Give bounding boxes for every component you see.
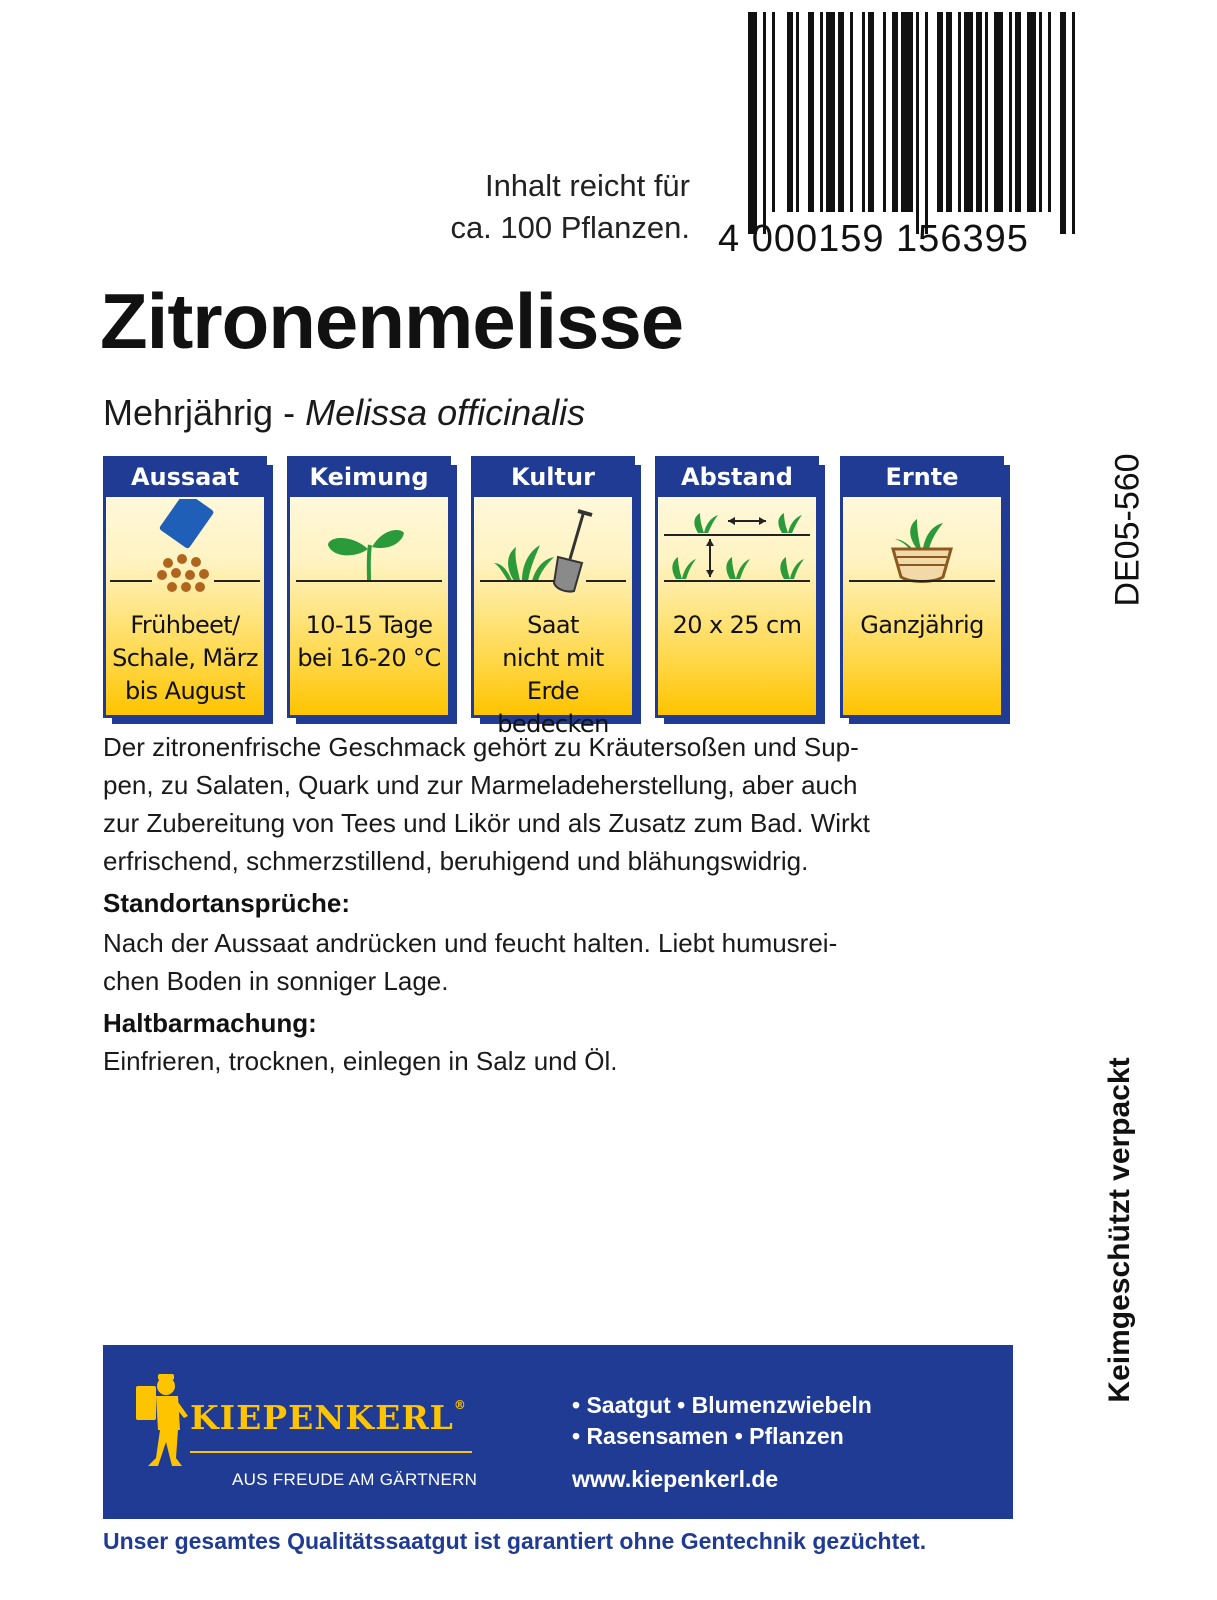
card-line: nicht mit Erde — [502, 644, 604, 705]
services-line: • Saatgut • Blumenzwiebeln — [572, 1392, 872, 1418]
location-line: Nach der Aussaat andrücken und feucht halten. Liebt humusrei- — [103, 928, 838, 958]
brand-slogan: AUS FREUDE AM GÄRTNERN — [232, 1470, 478, 1489]
gmo-free-note: Unser gesamtes Qualitätssaatgut ist garantiert ohne Gentechnik gezüchtet. — [103, 1528, 927, 1554]
barcode-bar — [946, 12, 952, 212]
location-heading: Standortansprüche: — [103, 888, 351, 918]
website-link[interactable]: www.kiepenkerl.de — [572, 1466, 779, 1492]
card-harvest — [840, 456, 1004, 718]
content-note-line1: Inhalt reicht für — [484, 168, 690, 203]
card-text — [108, 609, 262, 708]
barcode-digits: 4 000159 156395 — [718, 218, 1029, 260]
barcode-bar — [985, 12, 988, 212]
card-germination — [287, 456, 451, 718]
card-line: Frühbeet/ — [130, 611, 240, 639]
barcode-bar — [1039, 12, 1042, 212]
registered-mark: ® — [453, 1398, 467, 1412]
barcode-bar — [916, 12, 919, 234]
barcode-bar — [787, 12, 793, 212]
preservation-heading: Haltbarmachung: — [103, 1008, 317, 1038]
barcode-bar — [862, 12, 865, 212]
packaging-note-text: Keimgeschützt verpackt — [1103, 1057, 1136, 1403]
subtitle-lifespan: Mehrjährig - — [103, 392, 296, 433]
card-line: bis August — [124, 677, 246, 705]
barcode-bar — [937, 12, 943, 212]
barcode-bar — [772, 12, 775, 212]
description-line: pen, zu Salaten, Quark und zur Marmeladeherstellung, aber auch — [103, 770, 858, 800]
barcode — [748, 12, 1126, 234]
brand-divider — [190, 1451, 472, 1453]
subtitle-latin-name: Melissa officinalis — [305, 392, 586, 433]
barcode-bar — [838, 12, 844, 212]
barcode-bar — [748, 12, 757, 234]
barcode-bar — [850, 12, 853, 212]
seed-packet-icon — [106, 499, 264, 599]
product-subtitle — [103, 392, 585, 434]
location-text — [103, 924, 1013, 1000]
barcode-bar — [808, 12, 814, 212]
card-spacing — [655, 456, 819, 718]
barcode-bar — [1048, 12, 1051, 212]
description-line: zur Zubereitung von Tees und Likör und als Zusatz zum Bad. Wirkt — [103, 808, 870, 838]
card-line: Saat — [527, 611, 579, 639]
barcode-bar — [1015, 12, 1021, 212]
product-code — [1108, 450, 1148, 610]
barcode-bar — [976, 12, 982, 212]
card-line: Schale, März — [112, 644, 258, 672]
barcode-bar — [901, 12, 913, 212]
packaging-note — [1100, 1040, 1140, 1420]
barcode-bar — [1027, 12, 1036, 212]
description-line: Der zitronenfrische Geschmack gehört zu Kräutersoßen und Sup- — [103, 732, 859, 762]
content-note — [390, 165, 690, 249]
card-heading: Keimung — [290, 459, 448, 497]
card-heading: Kultur — [474, 459, 632, 497]
barcode-bar — [883, 12, 886, 212]
spade-plants-icon — [474, 499, 632, 599]
description — [103, 728, 1013, 880]
barcode-bar — [925, 12, 928, 234]
brand-name — [190, 1398, 467, 1437]
spacing-icon — [658, 499, 816, 599]
card-text — [476, 609, 630, 741]
services-line: • Rasensamen • Pflanzen — [572, 1423, 844, 1449]
brand-services — [572, 1390, 872, 1452]
barcode-bar — [892, 12, 898, 212]
content-note-line2: ca. 100 Pflanzen. — [450, 210, 690, 245]
barcode-bar — [820, 12, 823, 212]
card-line: 10-15 Tage — [305, 611, 433, 639]
barcode-bar — [796, 12, 799, 212]
barcode-bar — [1072, 12, 1075, 234]
card-text — [660, 609, 814, 642]
barcode-bar — [868, 12, 874, 212]
card-line: bedecken — [497, 710, 609, 738]
card-line: Ganzjährig — [860, 611, 984, 639]
card-heading: Ernte — [843, 459, 1001, 497]
kiepenkerl-mascot-logo — [128, 1372, 190, 1472]
seedling-icon — [290, 499, 448, 599]
card-line: 20 x 25 cm — [672, 611, 802, 639]
card-heading: Abstand — [658, 459, 816, 497]
preservation-text: Einfrieren, trocknen, einlegen in Salz und Öl. — [103, 1046, 618, 1076]
card-sowing — [103, 456, 267, 718]
product-code-text: DE05-560 — [1108, 453, 1147, 607]
barcode-bar — [964, 12, 973, 212]
location-line: chen Boden in sonniger Lage. — [103, 966, 449, 996]
barcode-bar — [958, 12, 961, 212]
card-cultivation — [471, 456, 635, 738]
card-line: bei 16-20 °C — [297, 644, 441, 672]
barcode-bar — [1009, 12, 1012, 212]
barcode-bar — [826, 12, 835, 212]
harvest-basket-icon — [843, 499, 1001, 599]
barcode-bar — [1060, 12, 1066, 234]
barcode-bar — [994, 12, 1003, 212]
description-line: erfrischend, schmerzstillend, beruhigend und blähungswidrig. — [103, 846, 809, 876]
card-text — [845, 609, 999, 642]
barcode-bar — [763, 12, 766, 234]
brand-name-text: KIEPENKERL — [190, 1398, 454, 1437]
card-heading: Aussaat — [106, 459, 264, 497]
card-text — [292, 609, 446, 675]
product-title: Zitronenmelisse — [100, 277, 684, 365]
